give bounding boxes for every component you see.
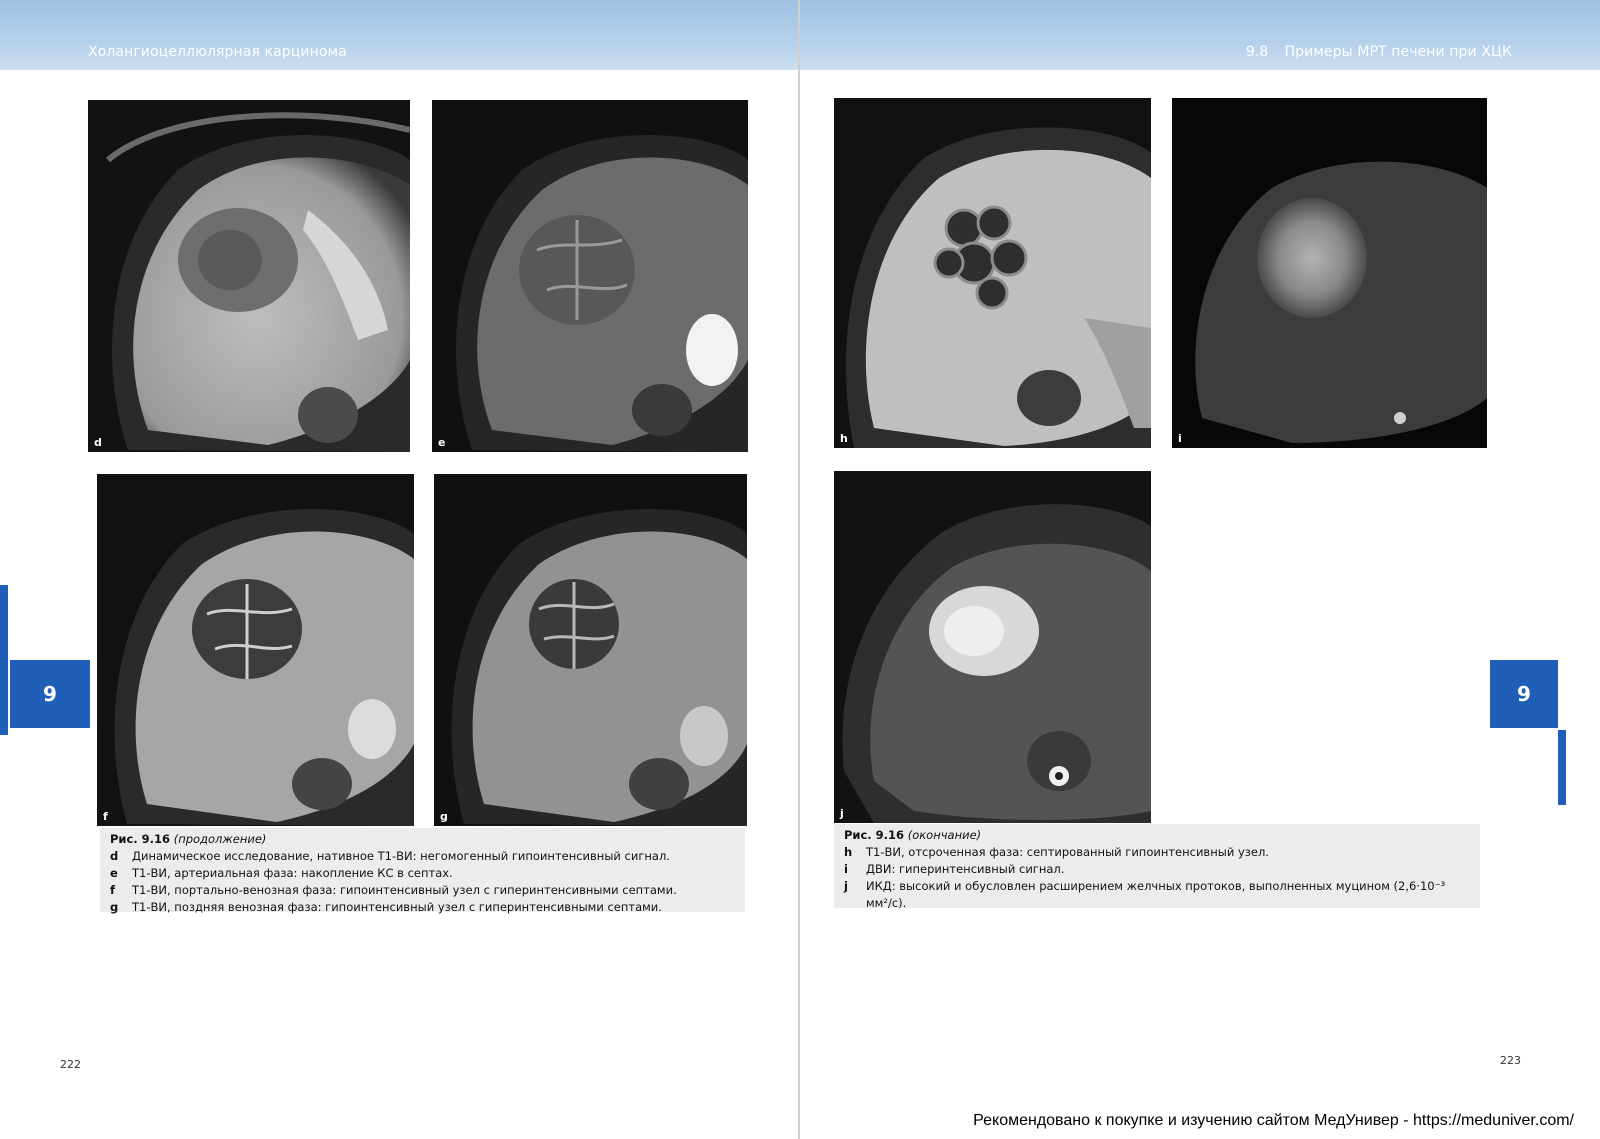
chapter-edge-strip	[1558, 730, 1566, 805]
caption-letter: e	[110, 866, 118, 880]
caption-item	[110, 882, 737, 899]
figure-note: (продолжение)	[173, 832, 267, 846]
caption-item	[844, 844, 1472, 861]
header-bar	[0, 0, 798, 70]
chapter-edge-strip	[0, 585, 8, 735]
page-number: 223	[1500, 1054, 1521, 1067]
chapter-tab: 9	[10, 660, 90, 728]
mri-panel-f	[97, 474, 414, 826]
mri-panel-i	[1172, 98, 1487, 448]
caption-text: Т1-ВИ, поздняя венозная фаза: гипоинтенсивный узел с гиперинтенсивными септами.	[132, 900, 662, 914]
caption-item	[844, 861, 1472, 878]
running-header-title: Примеры МРТ печени при ХЦК	[1284, 44, 1512, 60]
mri-panel-d	[88, 100, 410, 452]
right-page	[800, 0, 1600, 1139]
caption-text: ИКД: высокий и обусловлен расширением желчных протоков, выполненных муцином (2,6·10⁻³ мм²/с).	[866, 879, 1446, 910]
caption-text: Динамическое исследование, нативное Т1-ВИ: негомогенный гипоинтенсивный сигнал.	[132, 849, 670, 863]
running-header-title: Холангиоцеллюлярная карцинома	[88, 44, 347, 60]
caption-item	[110, 899, 737, 916]
caption-letter: d	[110, 849, 119, 863]
panel-label: f	[103, 810, 108, 823]
panel-label: h	[840, 432, 848, 445]
footer-recommendation: Рекомендовано к покупке и изучению сайтом МедУнивер - https://meduniver.com/	[973, 1112, 1574, 1129]
mri-panel-j	[834, 471, 1151, 823]
mri-liver-scan-arterial-icon	[432, 100, 748, 452]
caption-item	[844, 878, 1472, 912]
mri-panel-h	[834, 98, 1151, 448]
panel-label: g	[440, 810, 448, 823]
caption-letter: g	[110, 900, 119, 914]
figure-title: Рис. 9.16	[844, 828, 905, 842]
mri-liver-scan-portal-venous-icon	[97, 474, 414, 826]
caption-item	[110, 865, 737, 882]
caption-text: Т1-ВИ, отсроченная фаза: септированный гипоинтенсивный узел.	[866, 845, 1269, 859]
figure-caption	[100, 828, 745, 912]
caption-letter: h	[844, 845, 853, 859]
mri-liver-scan-late-venous-icon	[434, 474, 747, 826]
caption-text: Т1-ВИ, артериальная фаза: накопление КС в септах.	[132, 866, 453, 880]
mri-panel-g	[434, 474, 747, 826]
mri-liver-scan-delayed-icon	[834, 98, 1151, 448]
figure-caption	[834, 824, 1480, 908]
panel-label: d	[94, 436, 102, 449]
caption-letter: j	[844, 879, 848, 893]
mri-panel-e	[432, 100, 748, 452]
caption-letter: i	[844, 862, 848, 876]
section-number: 9.8	[1245, 44, 1269, 60]
caption-letter: f	[110, 883, 116, 897]
figure-title: Рис. 9.16	[110, 832, 171, 846]
panel-label: i	[1178, 432, 1182, 445]
chapter-tab: 9	[1490, 660, 1558, 728]
caption-text: Т1-ВИ, портально-венозная фаза: гипоинтенсивный узел с гиперинтенсивными септами.	[132, 883, 677, 897]
mri-liver-scan-dwi-icon	[1172, 98, 1487, 448]
panel-label: j	[840, 807, 844, 820]
caption-text: ДВИ: гиперинтенсивный сигнал.	[866, 862, 1065, 876]
caption-item	[110, 848, 737, 865]
left-page	[0, 0, 798, 1139]
panel-label: e	[438, 436, 446, 449]
running-header	[1246, 44, 1512, 60]
mri-liver-scan-adc-icon	[834, 471, 1151, 823]
header-bar	[800, 0, 1600, 70]
figure-note: (окончание)	[907, 828, 982, 842]
page-number: 222	[60, 1058, 81, 1071]
mri-liver-scan-native-icon	[88, 100, 410, 452]
